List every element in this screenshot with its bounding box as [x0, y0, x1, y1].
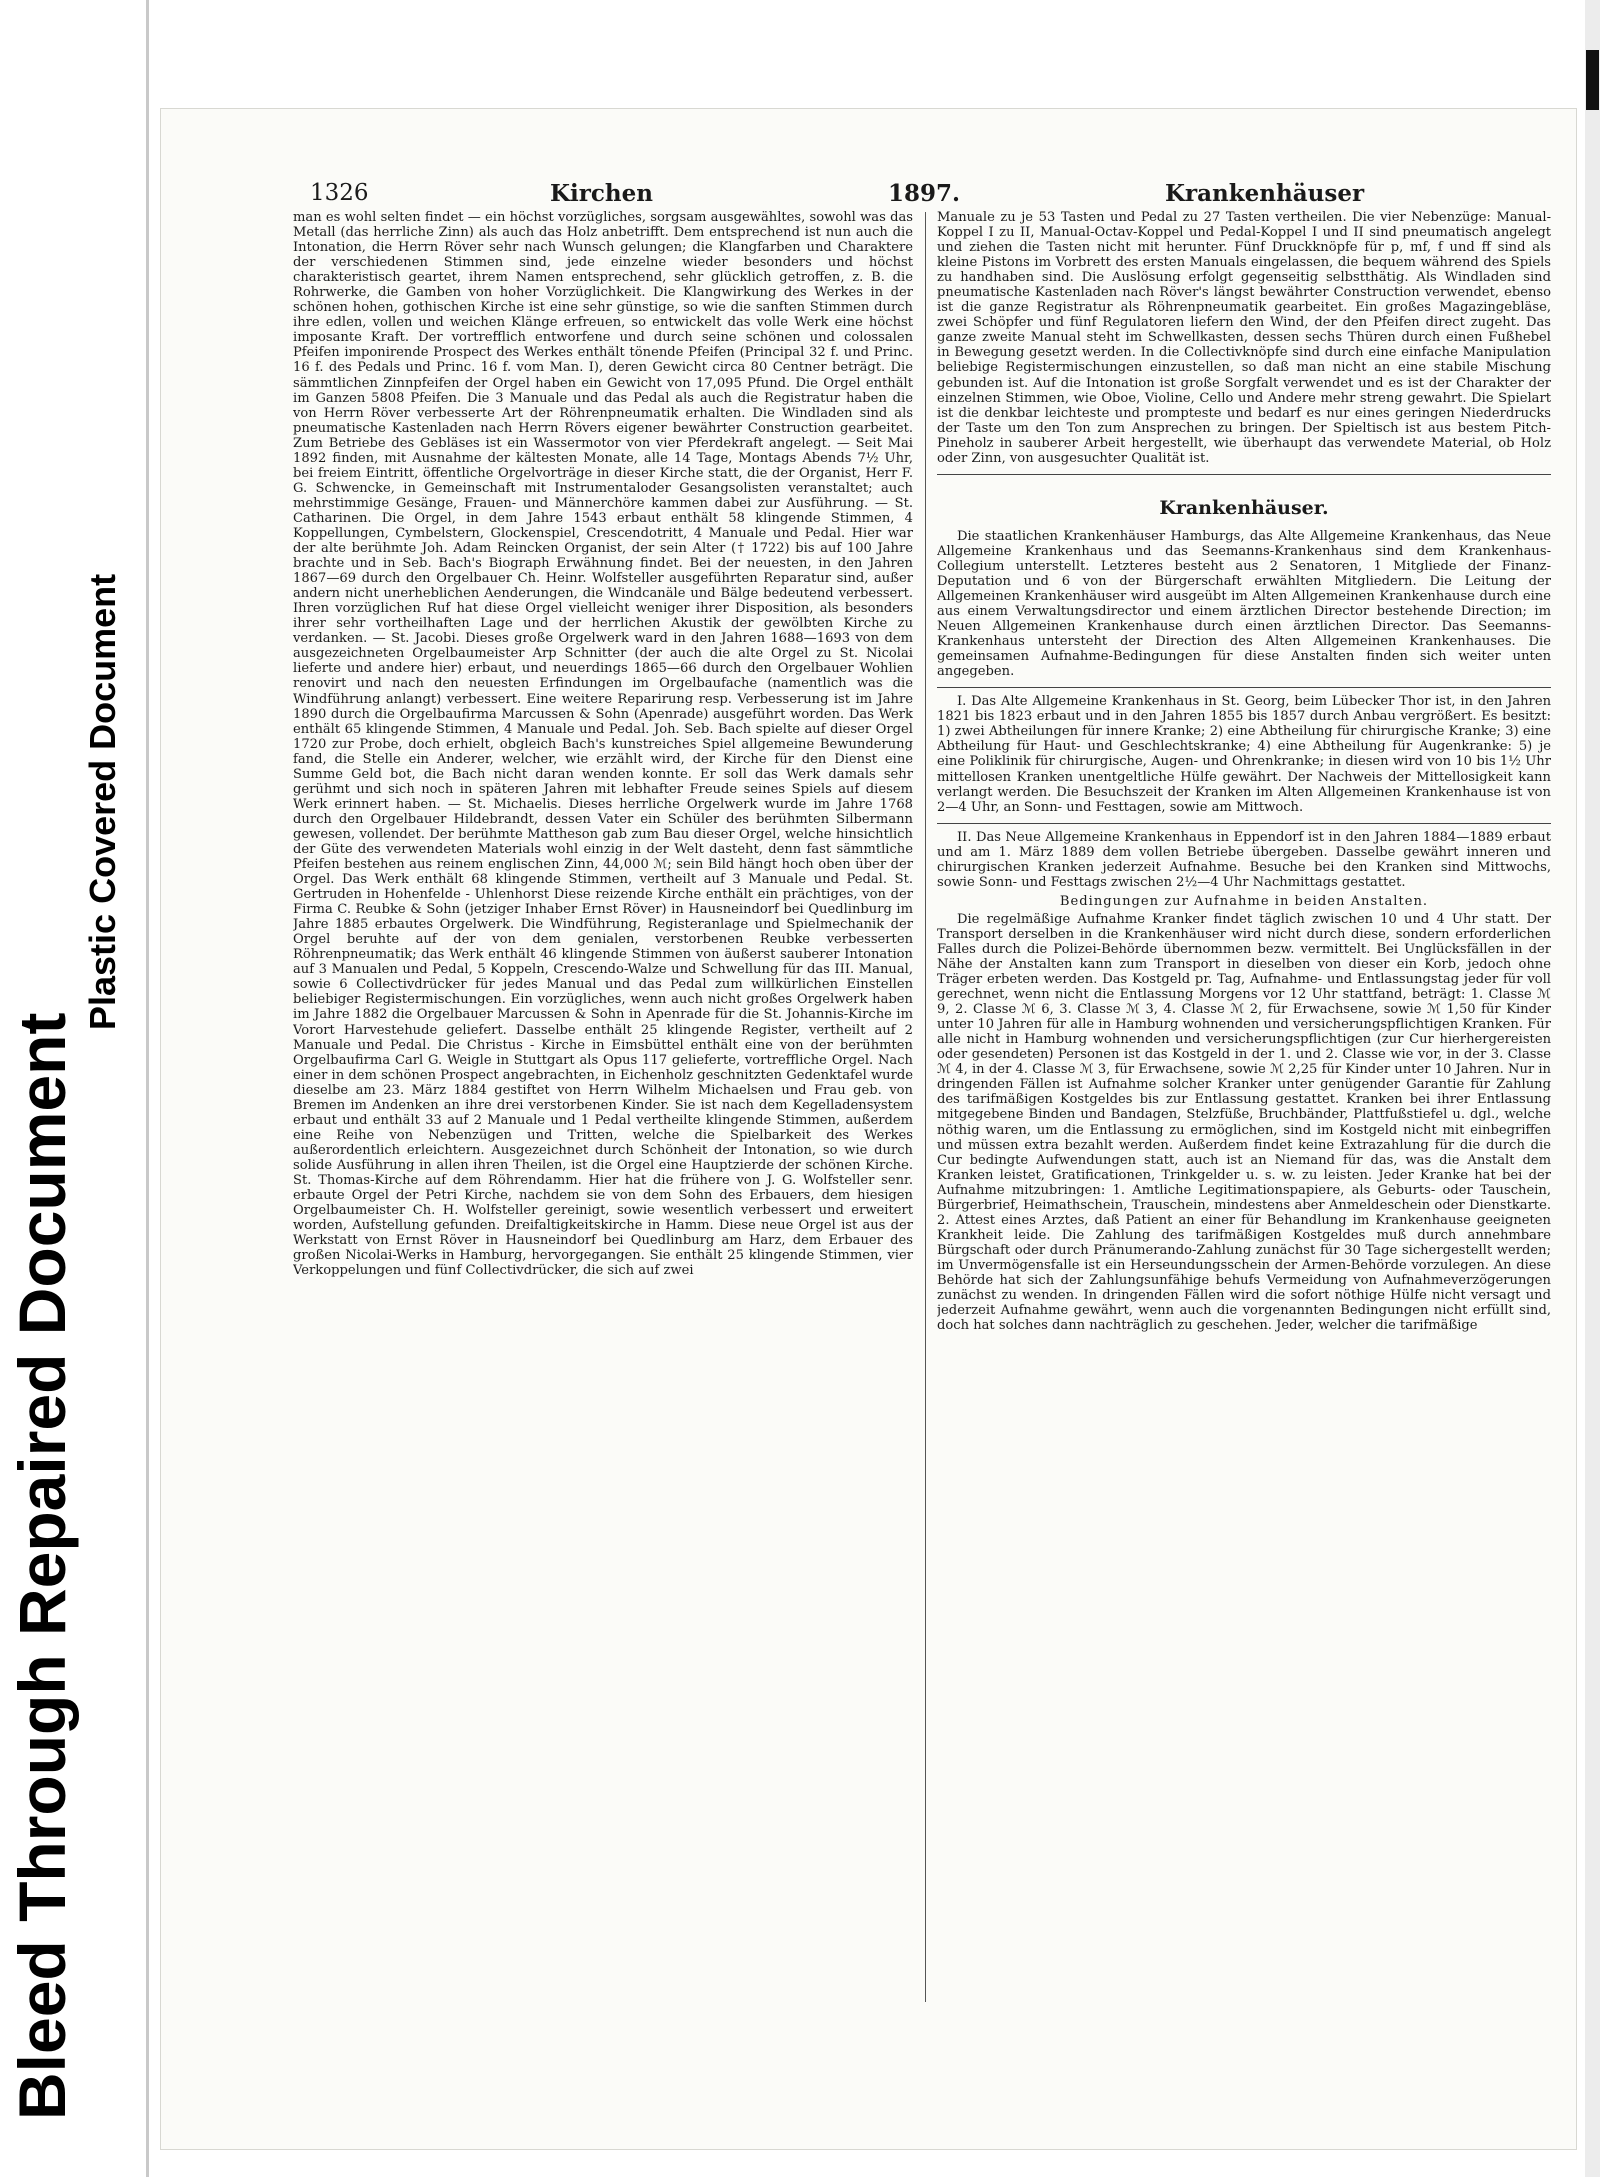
section-title: Krankenhäuser.: [1159, 496, 1329, 519]
scan-divider: [146, 0, 149, 2177]
repair-stamp-label: Bleed Through Repaired Document: [5, 1012, 79, 2120]
header-right-title: Krankenhäuser: [1165, 180, 1365, 207]
column-divider: [925, 212, 926, 2002]
hospitals-intro: Die staatlichen Krankenhäuser Hamburgs, das Alte Allgemeine Krankenhaus, das Neue Allgemeine Krankenhaus und das Seemanns-Krankenhaus sind dem Krankenhaus-Collegium unterstellt. Letzteres besteht aus 2 Senatoren, 1 Mitgliede der Finanz-Deputation und 6 von der Bürgerschaft erwählten Mitgliedern. Die Leitung der Allgemeinen Krankenhäuser wird ausgeübt im Alten Allgemeinen Krankenhause durch eine aus einem Verwaltungsdirector und einem ärztlichen Director bestehende Direction; im Neuen Allgemeinen Krankenhause durch einen ärztlichen Director. Das Seemanns-Krankenhaus untersteht der Direction des Alten Allgemeinen Krankenhauses. Die gemeinsamen Aufnahme-Bedingungen für diese Anstalten finden sich weiter unten angegeben.: [937, 528, 1551, 680]
hospital-item-1: I. Das Alte Allgemeine Krankenhaus in St. Georg, beim Lübecker Thor ist, in den Jahren 1821 bis 1823 erbaut und in den Jahren 1855 bis 1857 durch Anbau vergrößert. Es besitzt: 1) zwei Abtheilungen für innere Kranke; 2) eine Abtheilung für chirurgische Kranke; 3) eine Abtheilung für Haut- und Geschlechtskranke; 4) eine Abtheilung für Augenkranke: 5) je eine Poliklinik für chirurgische, Augen- und Ohrenkranke; in diesen wird von 10 bis 1½ Uhr mittellosen Kranken unentgeltliche Hülfe gewährt. Der Nachweis der Mittellosigkeit kann verlangt werden. Die Besuchszeit der Kranken im Alten Allgemeinen Krankenhause ist von 2—4 Uhr, an Sonn- und Festtagen, sowie am Mittwoch.: [937, 694, 1551, 815]
section-rule: [937, 474, 1551, 475]
scan-label-strip: [0, 0, 150, 2177]
section-rule: [937, 823, 1551, 824]
conditions-text: Die regelmäßige Aufnahme Kranker findet täglich zwischen 10 und 4 Uhr statt. Der Transport derselben in die Krankenhäuser wird nicht durch diese, sondern erforderlichen Falles durch die Polizei-Behörde übernommen bezw. vermittelt. Bei Unglücksfällen in der Nähe der Anstalten kann zum Transport in dieselben von dieser ein Korb, jedoch ohne Träger erbeten werden. Das Kostgeld pr. Tag, Aufnahme- und Entlassungstag jeder für voll gerechnet, wenn nicht die Entlassung Morgens vor 12 Uhr stattfand, beträgt: 1. Classe ℳ 9, 2. Classe ℳ 6, 3. Classe ℳ 3, 4. Classe ℳ 2, für Erwachsene, sowie ℳ 1,50 für Kinder unter 10 Jahren für alle in Hamburg wohnenden und versicherungspflichtigen Kranken. Für alle nicht in Hamburg wohnenden und versicherungspflichtigen (zur Cur hierhergereisten oder gesendeten) Personen ist das Kostgeld in der 1. und 2. Classe wie vor, in der 3. Classe ℳ 4, in der 4. Classe ℳ 3, für Erwachsene, sowie ℳ 2,25 für Kinder unter 10 Jahren. Nur in dringenden Fällen ist Aufnahme solcher Kranker unter genügender Garantie für Zahlung des tarifmäßigen Kostgeldes bis zur Entlassung gestattet. Kranken bei ihrer Entlassung mitgegebene Binden und Bandagen, Stelzfüße, Bruchbänder, Plattfußstiefel u. dgl., welche nöthig waren, um die Entlassung zu ermöglichen, sind im Kostgeld nicht mit einbegriffen und müssen extra bezahlt werden. Außerdem findet keine Extrazahlung für die durch die Cur bedingte Aufwendungen statt, auch ist an Niemand für das, was die Anstalt dem Kranken leistet, Gratificationen, Trinkgelder u. s. w. zu leisten. Jeder Kranke hat bei der Aufnahme mitzubringen: 1. Amtliche Legitimationspapiere, als Geburts- oder Tauschein, Bürgerbrief, Heimathschein, Trauschein, mindestens aber Anmeldeschein oder Dienstkarte. 2. Attest eines Arztes, daß Patient an einer für Behandlung im Krankenhause geeigneten Krankheit leide. Die Zahlung des tarifmäßigen Kostgeldes muß durch annehmbare Bürgschaft oder durch Pränumerando-Zahlung zunächst für 30 Tage sichergestellt werden; im Unvermögensfalle ist ein Herseundungsschein der Armen-Behörde vorzulegen. An diese Behörde hat sich der Zahlungsunfähige behufs Vermeidung von Aufnahmeverzögerungen zunächst zu wenden. In dringenden Fällen wird die sofort nöthige Hülfe nicht versagt und jederzeit Aufnahme gewährt, wenn auch die vorgenannten Bedingungen nicht erfüllt sind, doch hat solches dann nachträglich zu geschehen. Jeder, welcher die tarifmäßige: [937, 911, 1551, 1334]
plastic-cover-label: Plastic Covered Document: [82, 573, 123, 1030]
organ-continuation-text: Manuale zu je 53 Tasten und Pedal zu 27 Tasten vertheilen. Die vier Nebenzüge: Manual-Koppel I zu II, Manual-Octav-Koppel und Pedal-Koppel I und II sind pneumatisch angelegt und ziehen die Tasten nicht mit herunter. Fünf Druckknöpfe für p, mf, f und ff sind als kleine Pistons im Vorbrett des ersten Manuals eingelassen, die bequem während des Spiels zu handhaben sind. Die Auslösung erfolgt gegenseitig selbstthätig. Als Windladen sind pneumatische Kastenladen nach Röver's längst bewährter Construction verwendet, ebenso ist die ganze Registratur als Röhrenpneumatik gearbeitet. Ein großes Magazingebläse, zwei Schöpfer und fünf Regulatoren liefern den Wind, der den Pfeifen direct zugeht. Das ganze zweite Manual steht im Schwellkasten, dessen sechs Thüren durch einen Fußhebel in Bewegung gesetzt werden. In die Collectivknöpfe sind durch eine einfache Manipulation beliebige Registermischungen einzustellen, so daß man nicht an eine stabile Mischung gebunden ist. Auf die Intonation ist große Sorgfalt verwendet und es ist der Charakter der einzelnen Stimmen, wie Oboe, Violine, Cello und Andere mehr streng gewahrt. Die Spielart ist die denkbar leichteste und prompteste und bedarf es nur eines geringen Niederdrucks der Taste um den Ton zum Ansprechen zu bringen. Der Spieltisch ist aus bestem Pitch-Pineholz in sauberer Arbeit hergestellt, wie überhaupt das verwendete Material, ob Holz oder Zinn, von ausgesuchter Qualität ist.: [937, 210, 1551, 466]
header-year: 1897.: [888, 180, 961, 207]
right-column: [937, 210, 1551, 2000]
left-column: [293, 210, 913, 2000]
church-organs-text: man es wohl selten findet — ein höchst vorzügliches, sorgsam ausgewähltes, sowohl was das Metall (das herrliche Zinn) als auch das Holz anbetrifft. Dem entsprechend ist nun auch die Intonation, die Herrn Röver sehr nach Wunsch gelungen; die Klangfarben und Charaktere der verschiedenen Stimmen sind, jede einzelne wieder besonders und höchst charakteristisch geartet, ihrem Namen entsprechend, sehr glücklich getroffen, z. B. die Rohrwerke, die Gamben von hoher Vorzüglichkeit. Die Klangwirkung des Werkes in der schönen hohen, gothischen Kirche ist eine sehr günstige, so wie die sanften Stimmen durch ihre edlen, vollen und weichen Klänge erfreuen, so entwickelt das volle Werk eine höchst imposante Kraft. Der vortrefflich entworfene und durch seine schönen und colossalen Pfeifen imponirende Prospect des Werkes enthält tönende Pfeifen (Principal 32 f. und Princ. 16 f. des Pedals und Princ. 16 f. vom Man. I), deren Gewicht circa 80 Centner beträgt. Die sämmtlichen Zinnpfeifen der Orgel haben ein Gewicht von 17,095 Pfund. Die Orgel enthält im Ganzen 5808 Pfeifen. Die 3 Manuale und das Pedal als auch die Registratur haben die von Herrn Röver verbesserte Art der Röhrenpneumatik erhalten. Die Windladen sind als pneumatische Kastenladen nach Herrn Rövers eigener bewährter Construction gearbeitet. Zum Betriebe des Gebläses ist ein Wassermotor von vier Pferdekraft angelegt. — Seit Mai 1892 finden, mit Ausnahme der kältesten Monate, alle 14 Tage, Montags Abends 7½ Uhr, bei freiem Eintritt, öffentliche Orgelvorträge in dieser Kirche statt, die der Organist, Herr F. G. Schwencke, in Gemeinschaft mit Instrumentaloder Gesangsolisten veranstaltet; auch mehrstimmige Gesänge, Frauen- und Männerchöre kammen dabei zur Ausführung. — St. Catharinen. Die Orgel, in dem Jahre 1543 erbaut enthält 58 klingende Stimmen, 4 Koppellungen, Cymbelstern, Glockenspiel, Crescendotritt, 4 Manuale und Pedal. Hier war der alte berühmte Joh. Adam Reincken Organist, der sein Alter († 1722) bis auf 100 Jahre brachte und in Seb. Bach's Biograph Erwähnung findet. Bei der neuesten, in den Jahren 1867—69 durch den Orgelbauer Ch. Heinr. Wolfsteller ausgeführten Reparatur sind, außer andern nicht unerheblichen Aenderungen, die Windcanäle und Bälge bedeutend verbessert. Ihren vorzüglichen Ruf hat diese Orgel vielleicht weniger ihrer Disposition, als besonders ihrer sehr vortheilhaften Lage und der herrlichen Akustik der gewölbten Kirche zu verdanken. — St. Jacobi. Dieses große Orgelwerk ward in den Jahren 1688—1693 von dem ausgezeichneten Orgelbaumeister Arp Schnitter (der auch die alte Orgel zu St. Nicolai lieferte und andere hier) erbaut, und neuerdings 1865—66 durch den Orgelbauer Wohlien renovirt und nach den neuesten Erfindungen im Orgelbaufache (namentlich was die Windführung anlangt) verbessert. Eine weitere Reparirung resp. Verbesserung ist im Jahre 1890 durch die Orgelbaufirma Marcussen & Sohn (Apenrade) ausgeführt worden. Das Werk enthält 65 klingende Stimmen, 4 Manuale und Pedal. Joh. Seb. Bach spielte auf dieser Orgel 1720 zur Probe, doch erhielt, obgleich Bach's kunstreiches Spiel allgemeine Bewunderung fand, die Stelle ein Anderer, welcher, wie erzählt wird, der Kirche für den Dienst eine Summe Geld bot, die Bach nicht daran wenden konnte. Er soll das Werk damals sehr gerühmt und sich noch in späteren Jahren mit lebhafter Freude seines Spiels auf diesem Werk erinnert haben. — St. Michaelis. Dieses herrliche Orgelwerk wurde im Jahre 1768 durch den Orgelbauer Hildebrandt, dessen Vater ein Schüler des berühmten Silbermann gewesen, vollendet. Der berühmte Mattheson gab zum Bau dieser Orgel, welche hinsichtlich der Güte des verwendeten Materials wohl einzig in der Welt dasteht, denn fast sämmtliche Pfeifen bestehen aus reinem englischen Zinn, 44,000 ℳ; sein Bild hängt hoch oben über der Orgel. Das Werk enthält 68 klingende Stimmen, vertheilt auf 3 Manuale und Pedal. St. Gertruden in Hohenfelde - Uhlenhorst Diese reizende Kirche enthält ein prächtiges, von der Firma C. Reubke & Sohn (jetziger Inhaber Ernst Röver) in Hausneindorf bei Quedlinburg im Jahre 1885 erbautes Orgelwerk. Die Windführung, Registeranlage und Spielmechanik der Orgel beruhte auf der von dem genialen, verstorbenen Reubke verbesserten Röhrenpneumatik; das Werk enthält 46 klingende Stimmen von äußerst sauberer Intonation auf 3 Manualen und Pedal, 5 Koppeln, Crescendo-Walze und Schwellung für das III. Manual, sowie 6 Collectivdrücker für jedes Manual und das Pedal zum willkürlichen Einstellen beliebiger Registermischungen. Ein vorzügliches, wenn auch nicht großes Orgelwerk haben im Jahre 1882 die Orgelbauer Marcussen & Sohn in Apenrade für die St. Johannis-Kirche im Vorort Harvestehude geliefert. Dasselbe enthält 25 klingende Register, vertheilt auf 2 Manuale und Pedal. Die Christus - Kirche in Eimsbüttel enthält eine von der berühmten Orgelbaufirma Carl G. Weigle in Stuttgart als Opus 117 gelieferte, vortreffliche Orgel. Nach einer in dem schönen Prospect angebrachten, in Eichenholz geschnitzten Gedenktafel wurde dieselbe am 23. März 1884 gestiftet von Herrn Wilhelm Michaelsen und Frau geb. von Bremen im Andenken an ihre drei verstorbenen Kinder. Sie ist nach dem Kegelladensystem erbaut und enthält 33 auf 2 Manuale und 1 Pedal vertheilte klingende Stimmen, außerdem eine Reihe von Nebenzügen und Tritten, welche die Spielbarkeit des Werkes außerordentlich erleichtern. Ausgezeichnet durch Schönheit der Intonation, so wie durch solide Ausführung in allen ihren Theilen, ist die Orgel eine Hauptzierde der schönen Kirche. St. Thomas-Kirche auf dem Röhrendamm. Hier hat die frühere von J. G. Wolfsteller senr. erbaute Orgel der Petri Kirche, nachdem sie von dem Sohn des Erbauers, dem hiesigen Orgelbaumeister Ch. H. Wolfsteller gereinigt, sowie wesentlich verbessert und erweitert worden, Aufstellung gefunden. Dreifaltigkeitskirche in Hamm. Diese neue Orgel ist aus der Werkstatt von Ernst Röver in Hausneindorf bei Quedlinburg am Harz, dem Erbauer des großen Nicolai-Werks in Hamburg, hervorgegangen. Sie enthält 25 klingende Stimmen, vier Verkoppelungen und fünf Collectivdrücker, die sich auf zwei: [293, 210, 913, 1279]
header-left-title: Kirchen: [550, 180, 653, 207]
section-rule: [937, 687, 1551, 688]
page-header: [150, 180, 1540, 210]
hospital-item-2: II. Das Neue Allgemeine Krankenhaus in Eppendorf ist in den Jahren 1884—1889 erbaut und am 1. März 1889 dem vollen Betriebe übergeben. Dasselbe gewährt inneren und chirurgischen Kranken jederzeit Aufnahme. Besuche bei den Kranken sind Mittwochs, sowie Sonn- und Festtags zwischen 2½—4 Uhr Nachmittags gestattet.: [937, 829, 1551, 890]
scan-right-edge: [1585, 0, 1600, 2177]
edge-marker: [1586, 50, 1599, 110]
page-number: 1326: [310, 180, 369, 206]
conditions-title: Bedingungen zur Aufnahme in beiden Anstalten.: [1059, 893, 1429, 909]
